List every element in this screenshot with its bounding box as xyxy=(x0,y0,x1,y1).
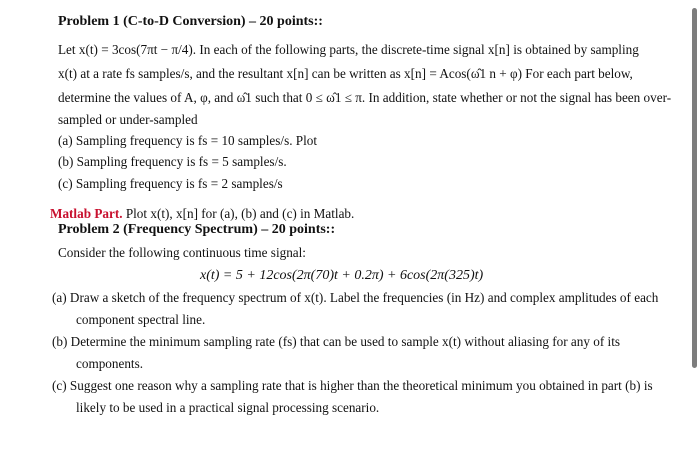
problem2-intro: Consider the following continuous time signal: xyxy=(58,245,306,260)
matlab-part xyxy=(50,206,354,222)
vertical-scrollbar[interactable] xyxy=(692,8,697,368)
problem1-line-3: determine the values of A, φ, and ω̂1 such that 0 ≤ ω̂1 ≤ π. In addition, state whether or not the signal has been over- xyxy=(58,90,672,105)
problem1-part-c: (c) Sampling frequency is fs = 2 samples/s xyxy=(58,176,283,191)
problem1-title: Problem 1 (C-to-D Conversion) – 20 points:: xyxy=(58,14,323,29)
problem2-title: Problem 2 (Frequency Spectrum) – 20 points:: xyxy=(58,222,336,237)
problem2-part-b: (b) Determine the minimum sampling rate (fs) that can be used to sample x(t) without aliasing for any of its xyxy=(52,334,621,349)
problem1-part-a: (a) Sampling frequency is fs = 10 samples/s. Plot xyxy=(58,133,318,148)
problem2-part-a-cont: component spectral line. xyxy=(76,312,206,327)
problem2-part-c: (c) Suggest one reason why a sampling rate that is higher than the theoretical minimum you obtained in part (b) is xyxy=(52,378,653,393)
problem1-line-2: x(t) at a rate fs samples/s, and the resultant x[n] can be written as x[n] = Acos(ω̂1 n + φ) For each part below, xyxy=(58,66,633,81)
problem1-part-b: (b) Sampling frequency is fs = 5 samples/s. xyxy=(58,154,287,169)
matlab-part-text: Plot x(t), x[n] for (a), (b) and (c) in Matlab. xyxy=(122,206,355,221)
problem2-part-a: (a) Draw a sketch of the frequency spectrum of x(t). Label the frequencies (in Hz) and complex amplitudes of each xyxy=(52,290,659,305)
matlab-part-label: Matlab Part. xyxy=(50,206,123,221)
problem2-equation: x(t) = 5 + 12cos(2π(70)t + 0.2π) + 6cos(2π(325)t) xyxy=(200,268,484,283)
problem1-line-4: sampled or under-sampled xyxy=(58,112,198,127)
problem2-part-c-cont: likely to be used in a practical signal processing scenario. xyxy=(76,400,380,415)
problem1-line-1: Let x(t) = 3cos(7πt − π/4). In each of the following parts, the discrete-time signal x[n] is obtained by sampling xyxy=(58,42,639,57)
problem2-part-b-cont: components. xyxy=(76,356,144,371)
